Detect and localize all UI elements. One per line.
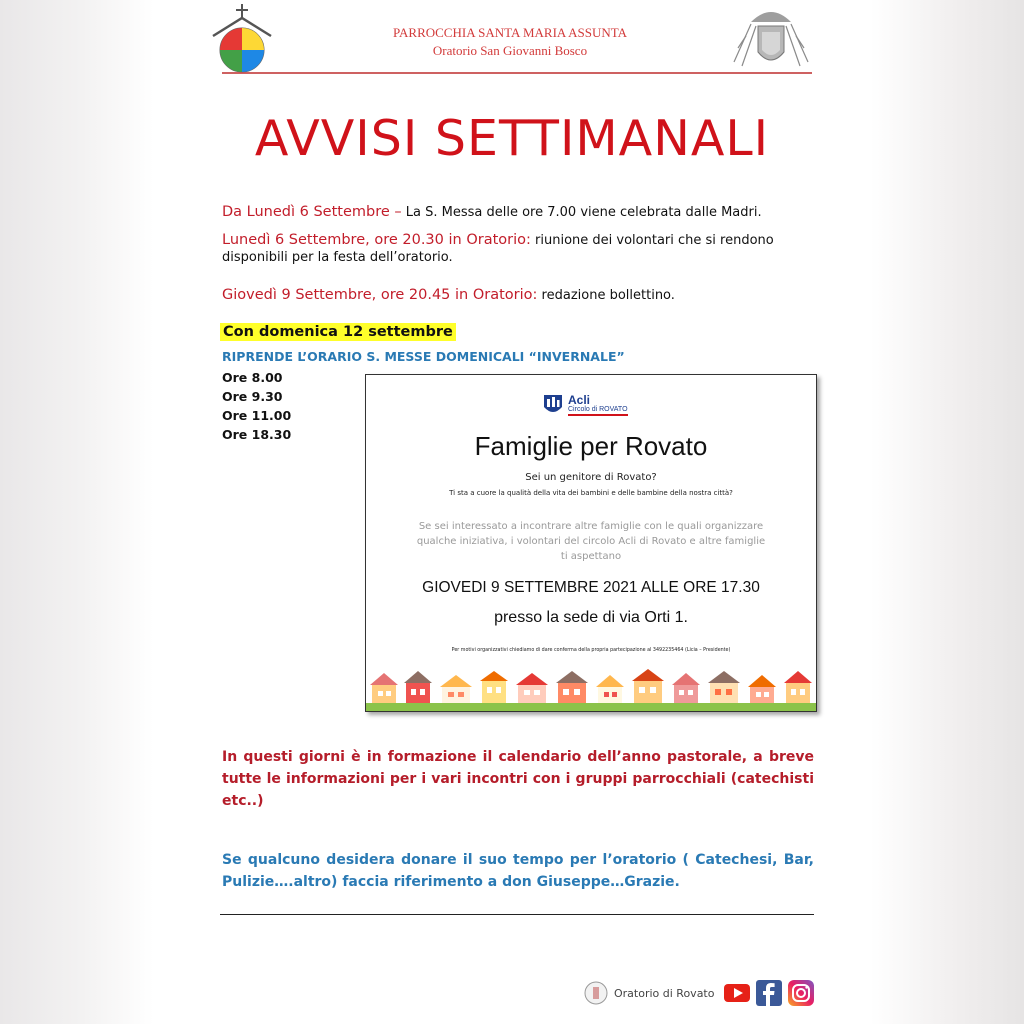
pastoral-calendar-paragraph: In questi giorni è in formazione il calendario dell’anno pastorale, a breve tutte le informazioni per i vari incontri con i gruppi parrocchiali (catechisti etc..) bbox=[222, 749, 814, 809]
notice-3 bbox=[222, 287, 675, 303]
notice-2-text: riunione dei volontari che si rendono bbox=[535, 233, 774, 248]
oratorio-avatar[interactable] bbox=[584, 981, 608, 1005]
notice-3-label: Giovedì 9 Settembre, ore 20.45 in Oratorio: bbox=[222, 287, 538, 303]
oratorio-name: Oratorio San Giovanni Bosco bbox=[432, 43, 588, 58]
flyer-question-detail: Ti sta a cuore la qualità della vita dei bambini e delle bambine della nostra città? bbox=[449, 489, 733, 497]
flyer-question: Sei un genitore di Rovato? bbox=[525, 472, 657, 483]
notice-2-label: Lunedì 6 Settembre, ore 20.30 in Oratorio: bbox=[222, 232, 531, 248]
schedule-subtitle: RIPRENDE L’ORARIO S. MESSE DOMENICALI “INVERNALE” bbox=[222, 349, 625, 364]
mass-time: Ore 9.30 bbox=[222, 389, 283, 404]
flyer-body-line: qualche iniziativa, i volontari del circolo Acli di Rovato e altre famiglie bbox=[416, 536, 766, 547]
instagram-icon[interactable] bbox=[788, 980, 814, 1006]
schedule-highlight: Con domenica 12 settembre bbox=[220, 323, 456, 341]
flyer-body-line: Se sei interessato a incontrare altre famiglie con le quali organizzare bbox=[418, 521, 764, 532]
flyer-body-line: ti aspettano bbox=[560, 551, 622, 562]
footer-label[interactable]: Oratorio di Rovato bbox=[614, 986, 715, 1000]
header-divider bbox=[222, 72, 812, 74]
flyer-title: Famiglie per Rovato bbox=[474, 431, 708, 461]
bishop-coat-of-arms-icon bbox=[726, 2, 816, 74]
acli-flyer bbox=[365, 374, 817, 712]
mass-time: Ore 8.00 bbox=[222, 370, 283, 385]
flyer-body bbox=[366, 519, 816, 564]
notice-1-label: Da Lunedì 6 Settembre – bbox=[222, 204, 402, 220]
notice-1-text: La S. Messa delle ore 7.00 viene celebrata dalle Madri. bbox=[405, 205, 762, 220]
acli-logo bbox=[542, 393, 628, 417]
church-puzzle-logo bbox=[209, 2, 275, 74]
mass-time: Ore 18.30 bbox=[222, 427, 292, 442]
notice-2-text-cont: disponibili per la festa dell’oratorio. bbox=[222, 250, 453, 265]
youtube-icon[interactable] bbox=[724, 984, 750, 1002]
mass-times-list bbox=[222, 368, 291, 444]
page-title: AVVISI SETTIMANALI bbox=[254, 110, 770, 167]
flyer-note: Per motivi organizzativi chiediamo di dare conferma della propria partecipazione al 3492235464 (Licia – Presidente) bbox=[451, 648, 731, 653]
bottom-divider bbox=[220, 914, 814, 915]
flyer-date: GIOVEDI 9 SETTEMBRE 2021 ALLE ORE 17.30 bbox=[422, 579, 760, 596]
acli-logo-sub: Circolo di ROVATO bbox=[568, 406, 628, 416]
acli-logo-name: Acli bbox=[568, 393, 591, 407]
acli-emblem-icon bbox=[542, 393, 564, 417]
parish-name: PARROCCHIA SANTA MARIA ASSUNTA bbox=[392, 25, 628, 40]
social-footer bbox=[584, 976, 814, 1010]
mass-time: Ore 11.00 bbox=[222, 408, 292, 423]
facebook-icon[interactable] bbox=[756, 980, 782, 1006]
houses-illustration bbox=[366, 667, 816, 711]
volunteer-paragraph: Se qualcuno desidera donare il suo tempo per l’oratorio ( Catechesi, Bar, Pulizie….altro) faccia riferimento a don Giuseppe…Grazie. bbox=[222, 852, 814, 890]
flyer-place: presso la sede di via Orti 1. bbox=[494, 609, 688, 626]
notice-1 bbox=[222, 204, 762, 220]
notice-3-text: redazione bollettino. bbox=[541, 288, 675, 303]
notice-2 bbox=[222, 232, 774, 248]
parish-header bbox=[300, 24, 720, 60]
